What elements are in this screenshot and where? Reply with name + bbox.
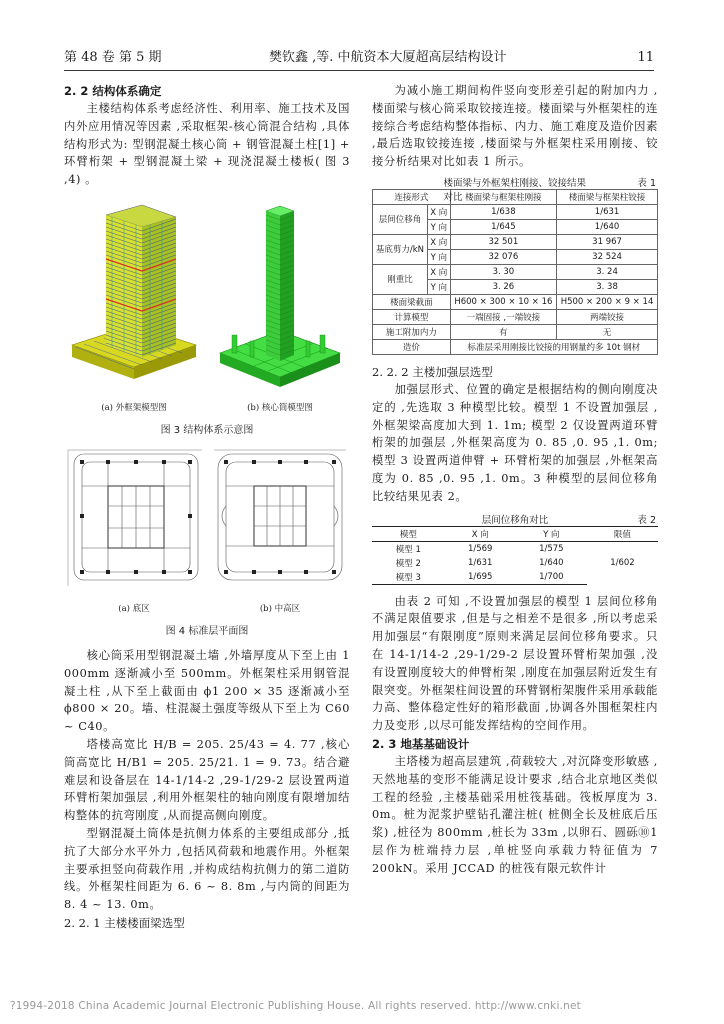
section-2-3-heading: 2. 3 地基基础设计: [372, 736, 470, 751]
figure-3a: [64, 195, 204, 413]
table-header: 限值: [587, 526, 658, 541]
table-cell: 造价: [373, 339, 451, 354]
table-cell: 1/695: [445, 570, 516, 585]
running-title: 樊钦鑫 ,等. 中航资本大厦超高层结构设计: [269, 50, 507, 65]
table-header: 连接形式: [373, 189, 451, 204]
table-header: X 向: [445, 526, 516, 541]
table-1-number: 表 1: [637, 177, 656, 189]
figure-4: [64, 446, 350, 614]
table-cell: 一端固接 ,一端铰接: [450, 309, 556, 324]
table-cell: Y 向: [427, 249, 450, 264]
table-cell: 模型 2: [395, 558, 421, 569]
paragraph: 由表 2 可知 ,不设置加强层的模型 1 层间位移角不满足限值要求 ,但是与之相差不是很多 ,所以考虑采用加强层“有限刚度”原则来满足层间位移角要求。只在 14-1/14-2 ,29-1/29-2 层设置环臂桁架加强 ,没有设置刚度较大的伸臂桁架 ,刚度在加强层附近发生有限突变。外框架柱间设置的环臂钢桁架腹件采用承载能力高、整体稳定性好的箱形截面 ,协调各外围框架柱内力及变形 ,以尽可能发挥结构的空间作用。: [372, 594, 658, 733]
table-2-title: 层间位移角对比: [481, 514, 549, 526]
table-cell: 基底剪力/kN: [373, 234, 428, 264]
table-header: 楼面梁与框架柱铰接: [557, 189, 658, 204]
page-number: 11: [637, 50, 654, 65]
figure-4a-caption: (a) 底区: [118, 603, 150, 614]
table-cell: 32 076: [450, 249, 556, 264]
paragraph: 为减小施工期间构件竖向变形差引起的附加内力 ,楼面梁与核心筒采取铰接连接。楼面梁与外框架柱的连接综合考虑结构整体指标、内力、施工难度及造价因素 ,最后选取铰接连接 ,楼面梁与外框架柱采用刚接、铰接分析结果对比如表 1 所示。: [372, 84, 658, 169]
table-cell: 1/700: [516, 570, 587, 585]
paragraph: 塔楼高宽比 H/B = 205. 25/43 = 4. 77 ,核心筒高宽比 H/B1 = 205. 25/21. 1 = 9. 73。结合避难层和设备层在 14-1/14-2 ,29-1/29-2 层设置两道环臂桁架加强层 ,利用外框架柱的轴向刚度有限增加结构整体的抗弯刚度 ,从而提高侧向刚度。: [64, 737, 350, 823]
outer-frame-model-image: [64, 195, 204, 395]
table-cell: 模型 1: [395, 544, 421, 555]
left-column: [64, 82, 350, 932]
section-2-2-1-heading: 2. 2. 1 主楼楼面梁选型: [64, 915, 185, 930]
table-cell: X 向: [427, 204, 450, 219]
table-cell: 1/638: [450, 204, 556, 219]
table-cell: 3. 26: [450, 279, 556, 294]
table-cell: 31 967: [557, 234, 658, 249]
figure-3b: [210, 195, 350, 413]
table-cell: X 向: [427, 234, 450, 249]
table-2: [372, 526, 658, 585]
table-cell: 标准层采用刚接比铰接的用钢量约多 10t 钢材: [450, 339, 657, 354]
table-cell: 1/631: [467, 557, 493, 568]
table-cell: H600 × 300 × 10 × 16: [450, 294, 556, 309]
table-cell: 计算模型: [373, 309, 451, 324]
table-cell: 1/631: [557, 204, 658, 219]
table-cell: 楼面梁截面: [373, 294, 451, 309]
paragraph: 加强层形式、位置的确定是根据结构的侧向刚度决定的 ,先选取 3 种模型比较。模型 1 不设置加强层 ,外框架梁高度加大到 1. 1m; 模型 2 仅设置两道环臂桁架的加强层 ,外框架高度为 0. 85 ,0. 95 ,1. 0m; 模型 3 设置两道伸臂 + 环臂桁架的加强层 ,外框架高度为 0. 85 ,0. 95 ,1. 0m。3 种模型的层间位移角比较结果见表 2。: [372, 382, 658, 503]
journal-issue: 第 48 卷 第 5 期: [64, 50, 162, 65]
table-cell: Y 向: [427, 279, 450, 294]
right-column: [372, 82, 658, 878]
table-cell: 32 524: [557, 249, 658, 264]
figure-4b-caption: (b) 中高区: [259, 603, 301, 614]
table-cell: 1/645: [450, 219, 556, 234]
figure-3a-caption: (a) 外框架模型图: [101, 402, 167, 413]
table-1: [372, 189, 658, 355]
table-cell: 有: [450, 324, 556, 339]
section-2-2-2-heading: 2. 2. 2 主楼加强层选型: [372, 364, 493, 379]
figure-4-caption: 图 4 标准层平面图: [165, 625, 249, 637]
table-cell: 32 501: [450, 234, 556, 249]
table-cell: 层间位移角: [373, 204, 428, 234]
table-cell: H500 × 200 × 9 × 14: [557, 294, 658, 309]
table-cell: 3. 30: [450, 264, 556, 279]
table-1-title: 楼面梁与外框架柱刚接、铰接结果对比: [443, 177, 587, 203]
table-cell: 3. 38: [557, 279, 658, 294]
figure-3: [64, 195, 350, 413]
table-header: 楼面梁与框架柱刚接: [450, 189, 556, 204]
mid-high-zone-plan-image: [210, 446, 350, 596]
table-cell: X 向: [427, 264, 450, 279]
table-cell: 1/640: [539, 557, 564, 568]
table-cell: 1/640: [557, 219, 658, 234]
table-cell: 无: [557, 324, 658, 339]
figure-4a: [64, 446, 204, 614]
table-cell: 3. 24: [557, 264, 658, 279]
base-zone-plan-image: [64, 446, 204, 596]
table-header: 模型: [372, 526, 445, 541]
running-header: [64, 46, 654, 68]
paragraph: 型钢混凝土筒体是抗侧力体系的主要组成部分 ,抵抗了大部分水平外力 ,包括风荷载和地震作用。外框架主要承担竖向荷载作用 ,并构成结构抗侧力的第二道防线。外框架柱间距为 6. 6 ~ 8. 8m ,与内筒的间距为 8. 4 ~ 13. 0m。: [64, 826, 350, 912]
copyright-footer: ?1994-2018 China Academic Journal Electronic Publishing House. All rights reserved. http://www.cnki.net: [10, 1000, 581, 1012]
table-2-number: 表 2: [637, 514, 656, 526]
figure-4b: [210, 446, 350, 614]
figure-3b-caption: (b) 核心筒模型图: [247, 402, 313, 413]
table-cell: 施工附加内力: [373, 324, 451, 339]
table-2-caption: [372, 512, 658, 526]
core-tube-model-image: [210, 195, 350, 395]
table-cell: Y 向: [427, 219, 450, 234]
header-rule: [64, 70, 654, 71]
table-cell: 两端铰接: [557, 309, 658, 324]
table-cell: 1/575: [539, 543, 564, 554]
table-cell: 1/602: [610, 557, 635, 568]
paragraph: 核心筒采用型钢混凝土墙 ,外墙厚度从下至上由 1 000mm 逐渐减小至 500mm。外框架柱采用钢管混凝土柱 ,从下至上截面由 ϕ1 200 × 35 逐渐减小至 ϕ800 × 20。墙、柱混凝土强度等级从下至上为 C60 ~ C40。: [64, 648, 350, 734]
figure-3-caption: 图 3 结构体系示意图: [160, 424, 254, 436]
table-cell: 刚重比: [373, 264, 428, 294]
table-cell: 模型 3: [372, 570, 445, 585]
table-cell: 1/569: [467, 543, 493, 554]
paragraph: 主楼结构体系考虑经济性、利用率、施工技术及国内外应用情况等因素 ,采取框架-核心筒混合结构 ,具体结构形式为: 型钢混凝土核心筒 + 钢管混凝土柱[1] + 环臂桁架 + 型钢混凝土梁 + 现浇混凝土楼板( 图 3 ,4) 。: [64, 102, 350, 187]
paragraph: 主塔楼为超高层建筑 ,荷载较大 ,对沉降变形敏感 ,天然地基的变形不能满足设计要求 ,结合北京地区类似工程的经验 ,主楼基础采用桩筏基础。筏板厚度为 3. 0m。桩为泥浆护壁钻孔灌注桩( 桩侧全长及桩底后压浆) ,桩径为 800mm ,桩长为 33m ,以卵石、圆砾⑩1 层作为桩端持力层 ,单桩竖向承载力特征值为 7 200kN。采用 JCCAD 的桩筏有限元软件计: [372, 754, 658, 875]
table-header: Y 向: [516, 526, 587, 541]
section-2-2-heading: 2. 2 结构体系确定: [64, 84, 162, 98]
